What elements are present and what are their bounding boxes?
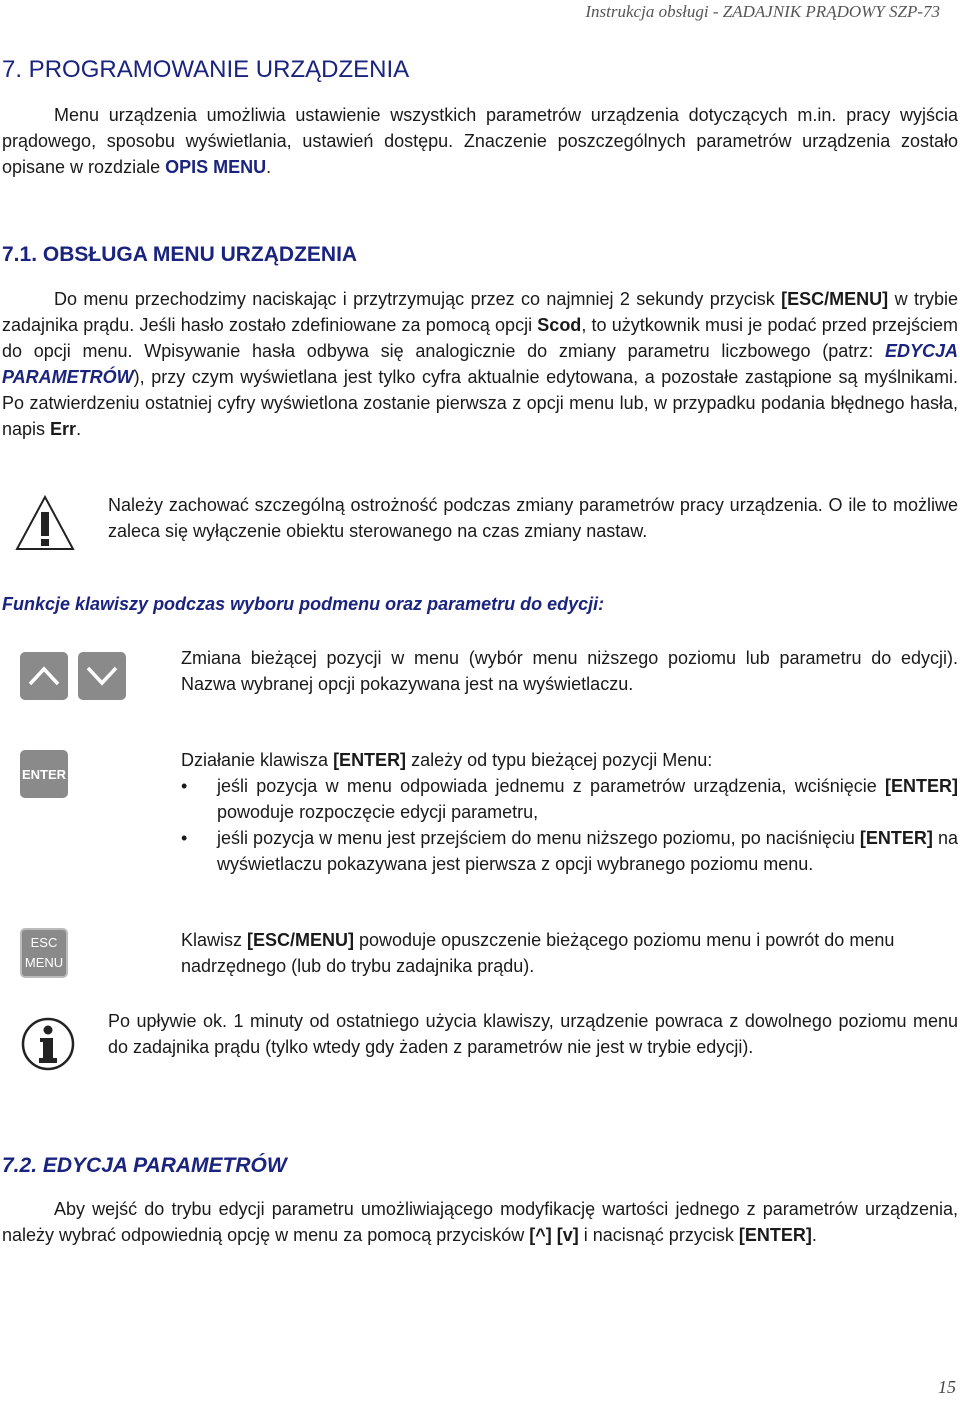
enter-intro-c: zależy od typu bieżącej pozycji Menu: — [406, 750, 713, 770]
enter-ref: [ENTER] — [738, 1225, 812, 1245]
scod-ref: Scod — [537, 315, 582, 335]
edycja-ref: EDYCJA PARAMETRÓW — [2, 341, 958, 387]
esc-description — [181, 927, 911, 979]
info-icon — [20, 1016, 76, 1072]
running-header: Instrukcja obsługi - ZADAJNIK PRĄDOWY SZP-73 — [585, 2, 940, 21]
b2-a: jeśli pozycja w menu jest przejściem do menu niższego poziomu, po naciśnięciu — [217, 828, 860, 848]
section-7-intro — [2, 102, 958, 180]
enter-intro-b: [ENTER] — [333, 750, 407, 770]
chevron-up-icon — [27, 664, 61, 688]
p1-text-g: ), przy czym wyświetlana jest tylko cyfra aktualnie edytowana, a pozostałe zastąpione są myślnikami. Po zatwierdzeniu ostatniej cyfry wyświetlona zostanie pierwsza z opcji menu lub, w przypadku podania błędnego hasła, napis — [2, 367, 958, 439]
s72-e: . — [811, 1225, 817, 1245]
list-item — [181, 825, 958, 877]
p1-text-c: w trybie zadajnika prądu. Jeśli hasło zostało zdefiniowane za pomocą opcji — [2, 289, 958, 335]
enter-intro-a: Działanie klawisza — [181, 750, 334, 770]
esc-c: powoduje opuszczenie bieżącego poziomu menu i powrót do menu nadrzędnego (lub do trybu zadajnika prądu). — [181, 930, 895, 976]
s72-a: Aby wejść do trybu edycji parametru umożliwiającego modyfikację wartości jednego z parametrów urządzenia, należy wybrać odpowiednią opcję w menu za pomocą przycisków — [2, 1199, 958, 1245]
b1-b: [ENTER] — [885, 776, 958, 796]
section-7-2-paragraph — [2, 1196, 958, 1248]
arrows-description: Zmiana bieżącej pozycji w menu (wybór menu niższego poziomu lub parametru do edycji). Nazwa wybranej opcji pokazywana jest na wyświetlaczu. — [181, 648, 958, 694]
esc-menu-key — [20, 928, 68, 978]
arrow-keys-ref: [^] [v] — [529, 1225, 579, 1245]
esc-a: Klawisz — [181, 930, 248, 950]
enter-intro — [181, 747, 958, 773]
keys-heading: Funkcje klawiszy podczas wyboru podmenu oraz parametru do edycji: — [2, 594, 605, 614]
section-7-title: 7. PROGRAMOWANIE URZĄDZENIA — [2, 56, 410, 83]
esc-b: [ESC/MENU] — [247, 930, 355, 950]
err-ref: Err — [50, 419, 77, 439]
chevron-down-icon — [85, 664, 119, 688]
s72-c: i nacisnąć przycisk — [578, 1225, 739, 1245]
p1-text-e: , to użytkownik musi je podać przed przejściem do opcji menu. Wpisywanie hasła odbywa się analogicznie do zmiany parametru liczbowego (patrz: — [2, 315, 959, 361]
section-7-1-paragraph — [2, 286, 958, 442]
section-7-2-title: 7.2. EDYCJA PARAMETRÓW — [2, 1154, 287, 1177]
down-arrow-key — [78, 652, 126, 700]
b1-a: jeśli pozycja w menu odpowiada jednemu z parametrów urządzenia, wciśnięcie — [217, 776, 885, 796]
enter-description — [181, 747, 958, 877]
esc-key-label: ESC — [30, 935, 58, 950]
up-arrow-key — [20, 652, 68, 700]
p1-text-a: Do menu przechodzimy naciskając i przytrzymując przez co najmniej 2 sekundy przycisk — [54, 289, 782, 309]
b2-c: na wyświetlaczu pokazywana jest pierwsza z opcji wybranego poziomu menu. — [217, 828, 958, 874]
info-text: Po upływie ok. 1 minuty od ostatniego użycia klawiszy, urządzenie powraca z dowolnego poziomu menu do zadajnika prądu (tylko wtedy gdy żaden z parametrów nie jest w trybie edycji). — [108, 1011, 958, 1057]
intro-end: . — [266, 157, 272, 177]
enter-bullets — [181, 773, 958, 877]
intro-text: Menu urządzenia umożliwia ustawienie wszystkich parametrów urządzenia dotyczących m.in. pracy wyjścia prądowego, sposobu wyświetlania, ustawień dostępu. Znaczenie poszczególnych parametrów urządzenia zostało opisane w rozdziale — [2, 105, 958, 177]
esc-menu-ref: [ESC/MENU] — [781, 289, 889, 309]
b2-b: [ENTER] — [859, 828, 933, 848]
b1-c: powoduje rozpoczęcie edycji parametru, — [217, 802, 539, 822]
list-item — [181, 773, 958, 825]
p1-text-i: . — [76, 419, 82, 439]
opis-menu-reference: OPIS MENU — [165, 157, 267, 177]
menu-key-label: MENU — [24, 955, 64, 970]
section-7-1-title: 7.1. OBSŁUGA MENU URZĄDZENIA — [2, 243, 358, 266]
enter-key: ENTER — [20, 750, 68, 798]
warning-icon — [14, 494, 76, 552]
warning-text: Należy zachować szczególną ostrożność podczas zmiany parametrów pracy urządzenia. O ile to możliwe zaleca się wyłączenie obiektu sterowanego na czas zmiany nastaw. — [108, 495, 958, 541]
page-number: 15 — [938, 1377, 956, 1397]
